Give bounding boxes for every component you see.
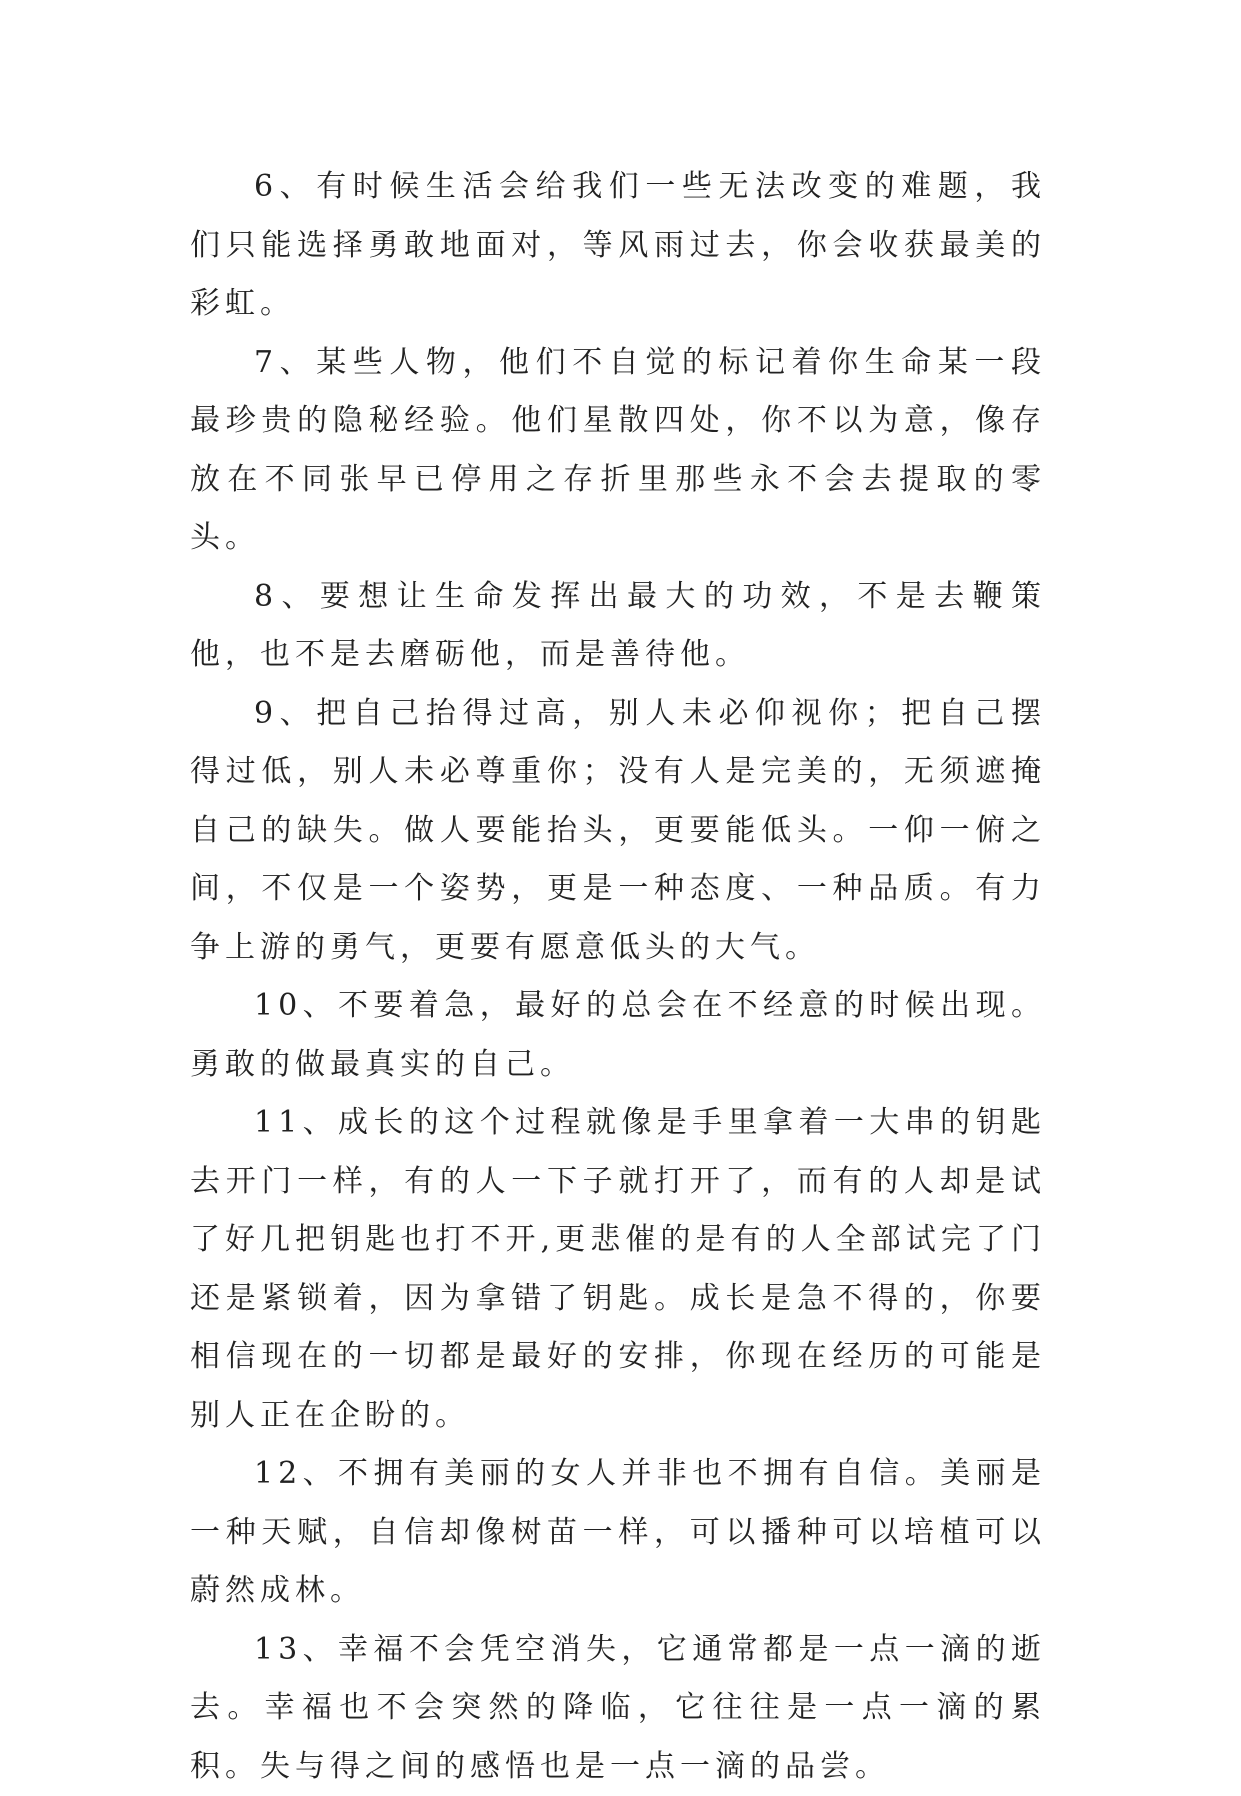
paragraph-6: 6、有时候生活会给我们一些无法改变的难题，我们只能选择勇敢地面对，等风雨过去，你会收获最美的彩虹。	[190, 158, 1046, 334]
paragraph-7: 7、某些人物，他们不自觉的标记着你生命某一段最珍贵的隐秘经验。他们星散四处，你不以为意，像存放在不同张早已停用之存折里那些永不会去提取的零头。	[190, 334, 1046, 568]
document-body	[190, 158, 1046, 1796]
paragraph-11: 11、成长的这个过程就像是手里拿着一大串的钥匙去开门一样，有的人一下子就打开了，而有的人却是试了好几把钥匙也打不开,更悲催的是有的人全部试完了门还是紧锁着，因为拿错了钥匙。成长是急不得的，你要相信现在的一切都是最好的安排，你现在经历的可能是别人正在企盼的。	[190, 1094, 1046, 1445]
paragraph-9: 9、把自己抬得过高，别人未必仰视你；把自己摆得过低，别人未必尊重你；没有人是完美的，无须遮掩自己的缺失。做人要能抬头，更要能低头。一仰一俯之间，不仅是一个姿势，更是一种态度、一种品质。有力争上游的勇气，更要有愿意低头的大气。	[190, 685, 1046, 978]
paragraph-8: 8、要想让生命发挥出最大的功效，不是去鞭策他，也不是去磨砺他，而是善待他。	[190, 568, 1046, 685]
paragraph-13: 13、幸福不会凭空消失，它通常都是一点一滴的逝去。幸福也不会突然的降临，它往往是一点一滴的累积。失与得之间的感悟也是一点一滴的品尝。	[190, 1621, 1046, 1796]
paragraph-12: 12、不拥有美丽的女人并非也不拥有自信。美丽是一种天赋，自信却像树苗一样，可以播种可以培植可以蔚然成林。	[190, 1445, 1046, 1621]
paragraph-10: 10、不要着急，最好的总会在不经意的时候出现。勇敢的做最真实的自己。	[190, 977, 1046, 1094]
